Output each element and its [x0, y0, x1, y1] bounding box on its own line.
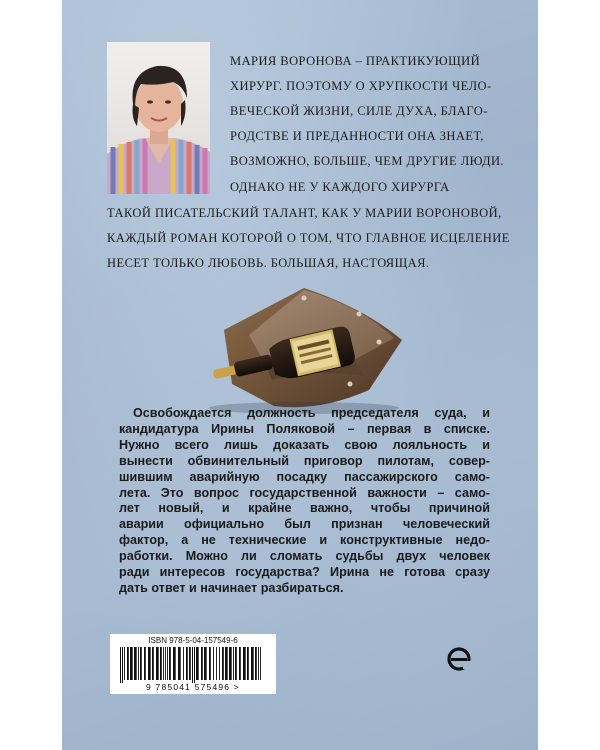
bio-line: РОДСТВЕ И ПРЕДАННОСТИ ОНА ЗНАЕТ,: [230, 129, 484, 143]
barcode-digits: 9 785041 575496 >: [146, 682, 240, 692]
leather-bag-bottle-illustration: [154, 280, 409, 415]
description-line: фактор, а не технические и конструктивные недо-: [119, 533, 490, 548]
bio-line: ТАКОЙ ПИСАТЕЛЬСКИЙ ТАЛАНТ, КАК У МАРИИ ВОРОНОВОЙ,: [107, 206, 502, 220]
description-line: Освобождается должность председателя суда, и: [133, 406, 490, 420]
barcode-bars-icon: [118, 647, 268, 683]
description-line: вынести обвинительный приговор пилотам, совер-: [119, 453, 490, 468]
bag-bottle-icon: [154, 280, 409, 415]
bio-line: ХИРУРГ. ПОЭТОМУ О ХРУПКОСТИ ЧЕЛО-: [230, 79, 492, 93]
bio-line: ОДНАКО НЕ У КАЖДОГО ХИРУРГА: [230, 180, 450, 194]
description-line: лета. Это вопрос государственной важности – само-: [119, 485, 490, 500]
description-line: шившим аварийную посадку пассажирского само-: [119, 469, 490, 484]
bio-line: ВЕЧЕСКОЙ ЖИЗНИ, СИЛЕ ДУХА, БЛАГО-: [230, 104, 488, 118]
eksmo-logo-icon: [446, 646, 472, 672]
author-photo: [107, 42, 210, 194]
bio-line: ВОЗМОЖНО, БОЛЬШЕ, ЧЕМ ДРУГИЕ ЛЮДИ.: [230, 154, 505, 168]
book-description: [119, 406, 490, 597]
description-line: ради интересов государства? Ирина не готова сразу: [119, 565, 490, 580]
description-line: аварии официально был признан человеческий: [119, 517, 490, 532]
bio-line: НЕСЕТ ТОЛЬКО ЛЮБОВЬ. БОЛЬШАЯ, НАСТОЯЩАЯ.: [107, 256, 430, 270]
barcode: [110, 634, 276, 694]
description-line: работки. Можно ли сломать судьбы двух человек: [119, 549, 490, 564]
description-line: лет новый, и крайне важно, чтобы причиной: [119, 501, 490, 516]
bio-line: КАЖДЫЙ РОМАН КОТОРОЙ О ТОМ, ЧТО ГЛАВНОЕ ИСЦЕЛЕНИЕ: [107, 231, 510, 245]
author-portrait-icon: [107, 42, 210, 194]
back-cover: [62, 0, 538, 750]
description-line: кандидатура Ирины Поляковой – первая в списке.: [119, 421, 490, 436]
description-line: Нужно всего лишь доказать свою лояльность и: [119, 437, 490, 452]
isbn-text: ISBN 978-5-04-157549-6: [148, 636, 238, 645]
bio-line: МАРИЯ ВОРОНОВА – ПРАКТИКУЮЩИЙ: [230, 54, 481, 68]
description-line: дать ответ и начинает разбираться.: [119, 580, 344, 595]
